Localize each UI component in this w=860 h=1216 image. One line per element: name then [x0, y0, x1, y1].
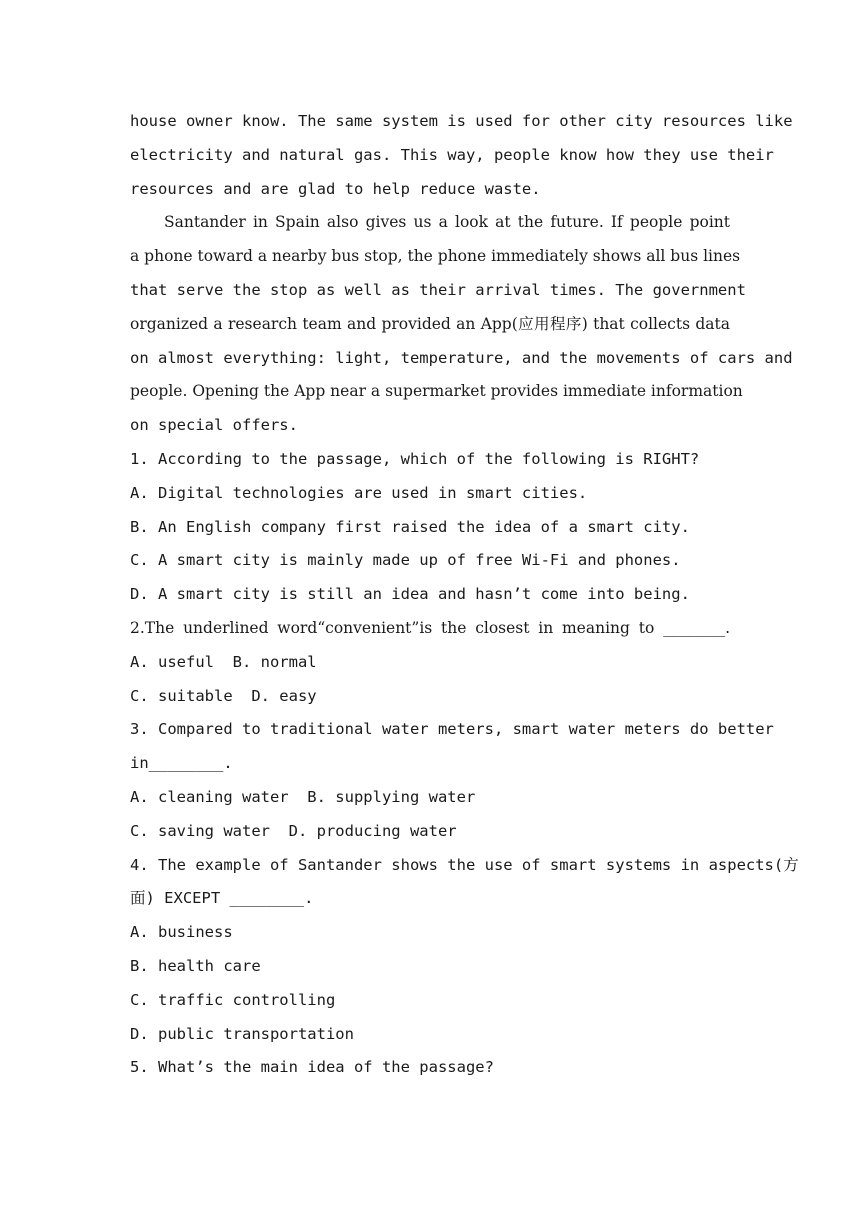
- question-3-options-cd: C. saving water D. producing water: [130, 821, 457, 840]
- passage-line: organized a research team and provided an App(应用程序) that collects data: [130, 314, 730, 333]
- question-1-stem: 1. According to the passage, which of the following is RIGHT?: [130, 449, 700, 468]
- question-4-option-a: A. business: [130, 923, 233, 942]
- question-2-options-cd: C. suitable D. easy: [130, 686, 317, 705]
- question-5-stem: 5. What’s the main idea of the passage?: [130, 1058, 494, 1077]
- passage-line: resources and are glad to help reduce waste.: [130, 179, 541, 198]
- passage-line: a phone toward a nearby bus stop, the phone immediately shows all bus lines: [130, 247, 741, 266]
- question-3-options-ab: A. cleaning water B. supplying water: [130, 787, 476, 806]
- question-3-stem: 3. Compared to traditional water meters, smart water meters do better: [130, 720, 774, 739]
- document-page: [130, 105, 799, 1085]
- passage-line: electricity and natural gas. This way, people know how they use their: [130, 145, 774, 164]
- passage-line: house owner know. The same system is used for other city resources like: [130, 112, 793, 130]
- question-4-option-b: B. health care: [130, 956, 261, 975]
- passage-line: people. Opening the App near a supermarket provides immediate information: [130, 382, 743, 401]
- question-3-stem-continued: in________.: [130, 754, 233, 773]
- question-4-stem-continued: 面) EXCEPT ________.: [130, 889, 314, 908]
- question-1-option-d: D. A smart city is still an idea and hasn’t come into being.: [130, 585, 690, 604]
- question-4-option-d: D. public transportation: [130, 1024, 354, 1043]
- question-4-stem: 4. The example of Santander shows the use of smart systems in aspects(方: [130, 855, 799, 874]
- question-4-option-c: C. traffic controlling: [130, 990, 336, 1009]
- question-2-stem: 2.The underlined word“convenient”is the closest in meaning to ________.: [130, 618, 730, 637]
- passage-line: that serve the stop as well as their arrival times. The government: [130, 280, 746, 299]
- passage-line: on almost everything: light, temperature, and the movements of cars and: [130, 348, 793, 367]
- question-1-option-c: C. A smart city is mainly made up of free Wi-Fi and phones.: [130, 551, 681, 570]
- passage-line: on special offers.: [130, 416, 298, 435]
- passage-line: Santander in Spain also gives us a look at the future. If people point: [164, 213, 730, 232]
- question-1-option-b: B. An English company first raised the idea of a smart city.: [130, 517, 690, 536]
- question-1-option-a: A. Digital technologies are used in smart cities.: [130, 483, 588, 502]
- question-2-options-ab: A. useful B. normal: [130, 652, 317, 671]
